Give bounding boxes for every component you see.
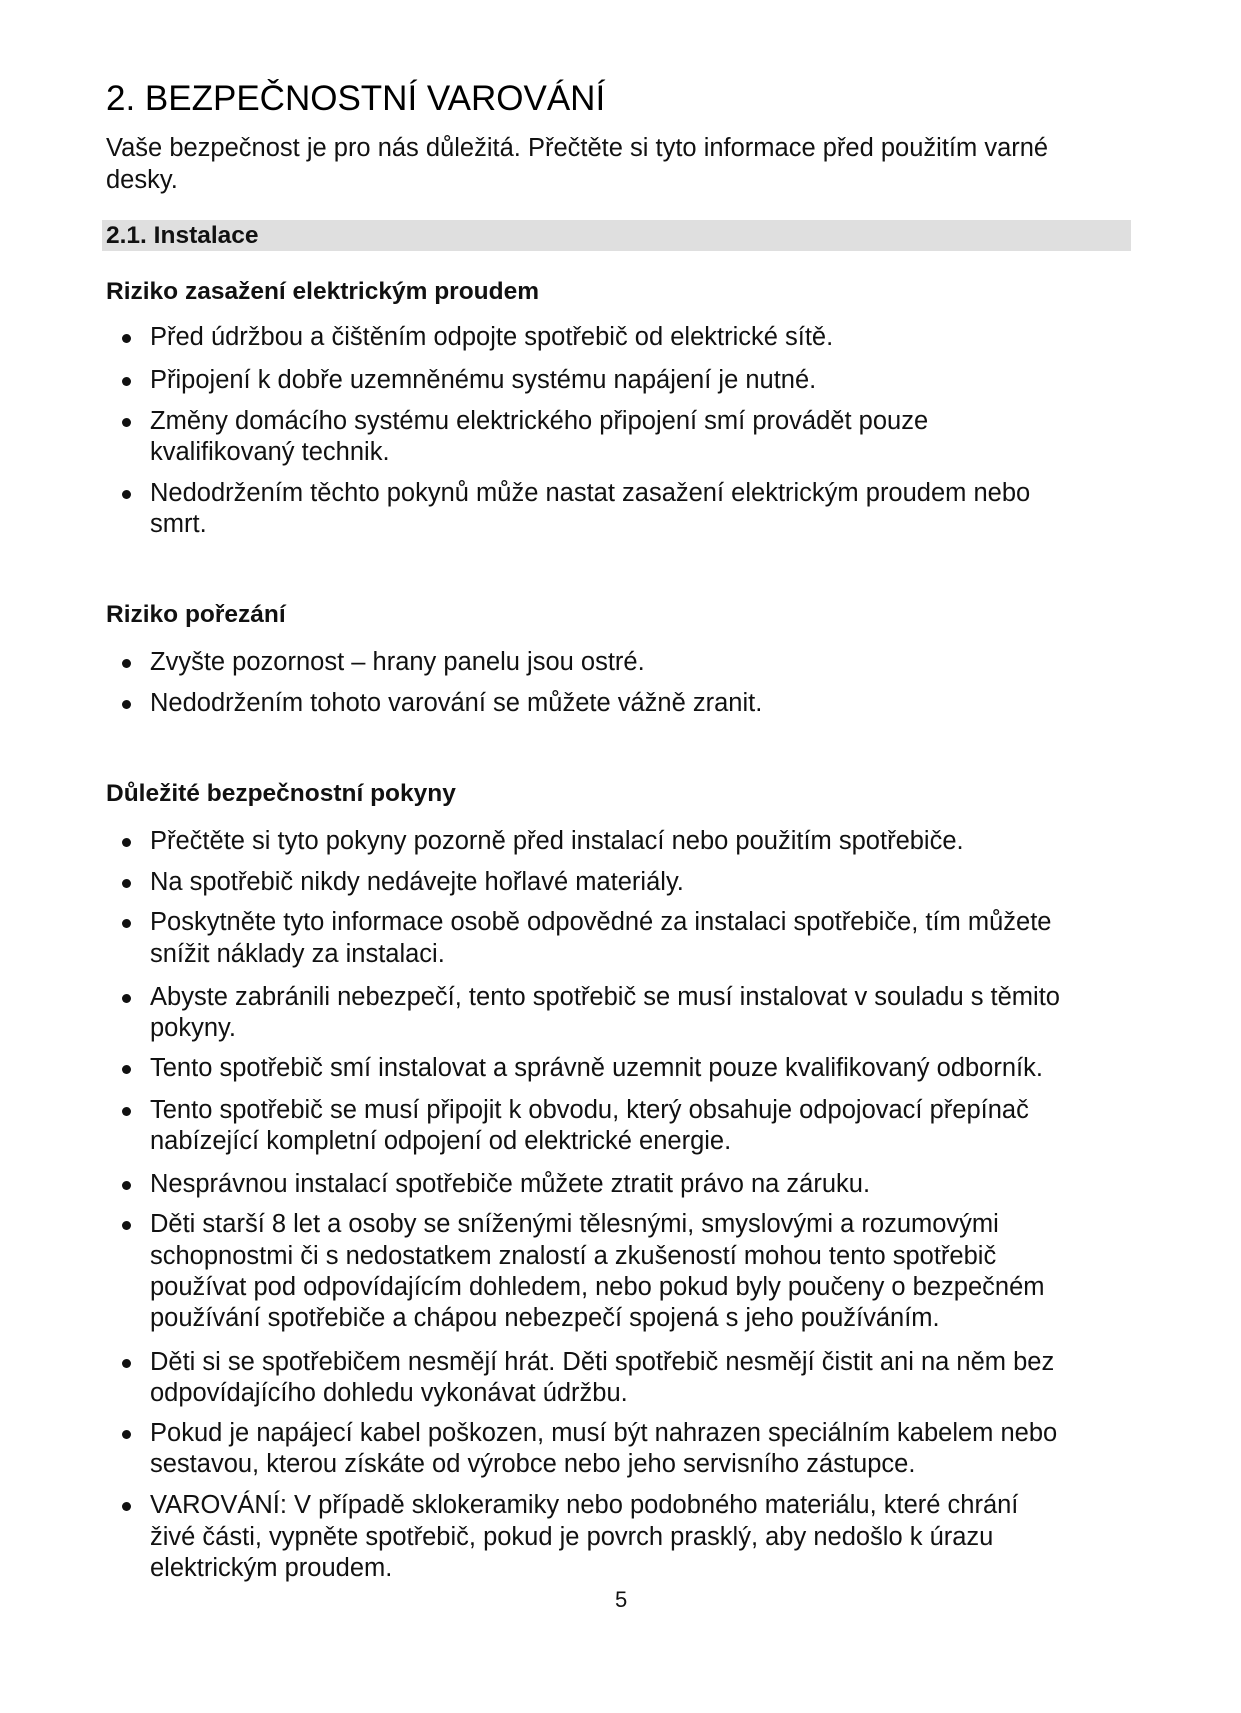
bullet-icon	[122, 418, 131, 427]
bullet-icon	[122, 1359, 131, 1368]
list-item-line: Před údržbou a čištěním odpojte spotřebič od elektrické sítě.	[150, 323, 834, 352]
list-item-line: smrt.	[150, 510, 207, 539]
list-item-line: pokyny.	[150, 1014, 236, 1043]
subsection-heading: Riziko pořezání	[106, 600, 286, 628]
list-item-line: Pokud je napájecí kabel poškozen, musí být nahrazen speciálním kabelem nebo	[150, 1418, 1058, 1447]
intro-line: Vaše bezpečnost je pro nás důležitá. Přečtěte si tyto informace před použitím varné	[106, 134, 1049, 163]
bullet-icon	[122, 838, 131, 847]
subsection-heading: Důležité bezpečnostní pokyny	[106, 779, 456, 807]
bullet-icon	[122, 994, 131, 1003]
section-header-bar	[102, 220, 1131, 251]
list-item-line: používání spotřebiče a chápou nebezpečí spojená s jeho používáním.	[150, 1304, 940, 1333]
list-item-line: Děti starší 8 let a osoby se sníženými tělesnými, smyslovými a rozumovými	[150, 1210, 999, 1239]
bullet-icon	[122, 1065, 131, 1074]
list-item-line: Přečtěte si tyto pokyny pozorně před instalací nebo použitím spotřebiče.	[150, 827, 964, 856]
page-number: 5	[615, 1587, 628, 1612]
list-item-line: Tento spotřebič se musí připojit k obvodu, který obsahuje odpojovací přepínač	[150, 1096, 1029, 1125]
list-item-line: Nedodržením tohoto varování se můžete vážně zranit.	[150, 688, 763, 717]
section-title: 2.1. Instalace	[106, 222, 259, 249]
subsection-heading: Riziko zasažení elektrickým proudem	[106, 278, 539, 306]
list-item-line: schopnostmi či s nedostatkem znalostí a zkušeností mohou tento spotřebič	[150, 1241, 997, 1270]
bullet-icon	[122, 879, 131, 888]
list-item-line: živé části, vypněte spotřebič, pokud je povrch prasklý, aby nedošlo k úrazu	[150, 1522, 994, 1551]
page-title: 2. BEZPEČNOSTNÍ VAROVÁNÍ	[106, 79, 606, 118]
bullet-icon	[122, 919, 131, 928]
list-item-line: Na spotřebič nikdy nedávejte hořlavé materiály.	[150, 867, 684, 896]
bullet-icon	[122, 1107, 131, 1116]
list-item-line: Poskytněte tyto informace osobě odpovědné za instalaci spotřebiče, tím můžete	[150, 908, 1052, 937]
list-item-line: Zvyšte pozornost – hrany panelu jsou ostré.	[150, 648, 645, 677]
bullet-icon	[122, 1221, 131, 1230]
list-item-line: Připojení k dobře uzemněnému systému napájení je nutné.	[150, 365, 817, 394]
intro-line: desky.	[106, 165, 178, 194]
bullet-icon	[122, 700, 131, 709]
list-item-line: sestavou, kterou získáte od výrobce nebo jeho servisního zástupce.	[150, 1450, 916, 1479]
list-item-line: elektrickým proudem.	[150, 1553, 393, 1582]
list-item-line: Změny domácího systému elektrického připojení smí provádět pouze	[150, 406, 929, 435]
list-item-line: VAROVÁNÍ: V případě sklokeramiky nebo podobného materiálu, které chrání	[150, 1491, 1019, 1520]
bullet-icon	[122, 1181, 131, 1190]
list-item-line: Abyste zabránili nebezpečí, tento spotřebič se musí instalovat v souladu s těmito	[150, 982, 1060, 1011]
list-item-line: snížit náklady za instalaci.	[150, 939, 445, 968]
list-item-line: Tento spotřebič smí instalovat a správně uzemnit pouze kvalifikovaný odborník.	[150, 1054, 1043, 1083]
list-item-line: Děti si se spotřebičem nesmějí hrát. Děti spotřebič nesmějí čistit ani na něm bez	[150, 1347, 1055, 1376]
bullet-icon	[122, 1430, 131, 1439]
list-item-line: Nedodržením těchto pokynů může nastat zasažení elektrickým proudem nebo	[150, 479, 1031, 507]
bullet-icon	[122, 377, 131, 386]
list-item-line: kvalifikovaný technik.	[150, 437, 390, 466]
bullet-icon	[122, 659, 131, 668]
bullet-icon	[122, 334, 131, 343]
list-item-line: Nesprávnou instalací spotřebiče můžete ztratit právo na záruku.	[150, 1169, 871, 1198]
list-item-line: používat pod odpovídajícím dohledem, nebo pokud byly poučeny o bezpečném	[150, 1272, 1045, 1301]
bullet-icon	[122, 490, 131, 499]
list-item-line: nabízející kompletní odpojení od elektrické energie.	[150, 1127, 732, 1156]
bullet-icon	[122, 1502, 131, 1511]
list-item-line: odpovídajícího dohledu vykonávat údržbu.	[150, 1378, 628, 1407]
